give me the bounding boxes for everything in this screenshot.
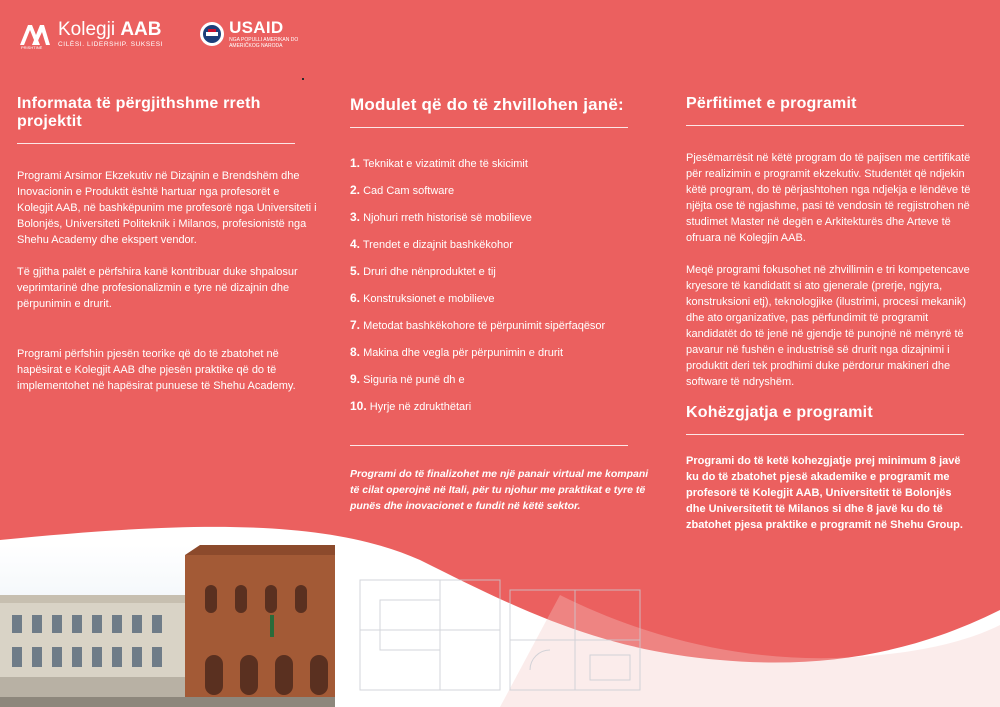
heading-divider: [686, 434, 964, 435]
modules-column: [350, 95, 650, 420]
architectural-sketch-decoration: [340, 560, 670, 707]
benefits-paragraph-2: Meqë programi fokusohet në zhvillimin e tri kompetencave kryesore të kandidatit si ato gjenerale (prerje, ngjyra, konstruksioni etj), teknologjike (ilustrimi, procesi mekanik) dhe ato organizative, pas përfundimit të programit kandidatët do të jenë në gjendje të punojnë në mënyrë të pavarur në fushën e industrisë së drurit nga dizajnimi i produktit deri tek prodhimi duke përdorur makineri dhe software të ndryshëm.: [686, 264, 970, 388]
module-item: 10. Hyrje në zdrukthëtari: [350, 399, 472, 413]
usaid-logo[interactable]: [199, 19, 299, 49]
module-item: 5. Druri dhe nënproduktet e tij: [350, 264, 496, 278]
heading-divider: [686, 125, 964, 126]
aab-emblem-icon: [18, 19, 52, 49]
benefits-heading: Përfitimet e programit: [686, 95, 857, 112]
module-item: 1. Teknikat e vizatimit dhe të skicimit: [350, 156, 528, 170]
module-item: 6. Konstruksionet e mobilieve: [350, 291, 495, 305]
module-item: 3. Njohuri rreth historisë së mobilieve: [350, 210, 532, 224]
university-buildings-photo: [0, 545, 335, 707]
general-info-paragraph-1: Programi Arsimor Ekzekutiv në Dizajnin e Brendshëm dhe Inovacionin e Produktit është hartuar nga profesorët e Kolegjit AAB, në bashkëpunim me profesorë nga Universiteti i Bolonjës, Universiteti Politeknik i Milanos, profesionistë nga Shehu Academy dhe ekspert vendor.: [17, 170, 317, 246]
general-info-paragraph-3: Programi përfshin pjesën teorike që do të zbatohet në hapësirat e Kolegjit AAB dhe pjesën praktike që do të implementohet në hapësirat punuese të Shehu Academy.: [17, 348, 296, 392]
aab-tagline: CILËSI. LIDERSHIP. SUKSESI: [58, 41, 164, 48]
general-info-heading: Informata të përgjithshme rreth projektit: [17, 95, 261, 130]
kolegji-aab-logo[interactable]: [18, 19, 163, 49]
decorative-dot: [302, 78, 304, 80]
header: [18, 14, 299, 54]
aab-city-label: PRISHTINË: [21, 45, 43, 49]
module-item: 9. Siguria në punë dh e: [350, 372, 465, 386]
module-item: 2. Cad Cam software: [350, 183, 455, 197]
usaid-name: USAID: [229, 18, 284, 37]
module-item: 7. Metodat bashkëkohore të përpunimit sipërfaqësor: [350, 318, 606, 332]
usaid-tagline: NGA POPULLI AMERIKAN DO AMERIČKOG NARODA: [229, 37, 299, 49]
module-item: 4. Trendet e dizajnit bashkëkohor: [350, 237, 513, 251]
general-info-paragraph-2: Të gjitha palët e përfshira kanë kontribuar duke shpalosur veprimtarinë dhe profesionalizmin e tyre në dizajnin dhe përpunimin e drurit.: [17, 266, 298, 310]
general-info-column: [17, 95, 317, 394]
benefits-column: [686, 95, 971, 533]
aab-name: Kolegji AAB: [58, 19, 162, 40]
module-item: 8. Makina dhe vegla për përpunimin e drurit: [350, 345, 564, 359]
heading-divider: [17, 143, 295, 144]
virtual-fair-note: Programi do të finalizohet me një panair virtual me kompani të cilat operojnë në Itali, për tu njohur me praktikat e tyre të punës dhe inovacionet e fundit në këtë sektor.: [350, 468, 649, 512]
duration-paragraph: Programi do të ketë kohezgjatje prej minimum 8 javë ku do të zbatohet pjesë akademike e programit me profesorë të Kolegjit AAB, Universitetit të Bolonjës dhe Universitetit të Milanos si dhe 8 javë ku do të zbatohet pjesa praktike e programit në Shehu Group.: [686, 455, 963, 531]
heading-divider: [350, 127, 628, 128]
modules-bottom-divider: [350, 445, 628, 446]
modules-heading: Modulet që do të zhvillohen janë:: [350, 95, 624, 114]
modules-list: [350, 150, 650, 420]
usaid-seal-icon: [199, 21, 225, 47]
duration-heading: Kohëzgjatja e programit: [686, 404, 873, 421]
benefits-paragraph-1: Pjesëmarrësit në këtë program do të pajisen me certifikatë për realizimin e programit ekzekutiv. Studentët që ndjekin këtë program, do të përjashtohen nga ndjekja e lëndëve të njëjta ose të ngjashme, pasi të vendosin të regjistrohen në studimet Master në degën e Arkitekturës dhe Arteve të ofruara në Kolegjin AAB.: [686, 152, 971, 244]
